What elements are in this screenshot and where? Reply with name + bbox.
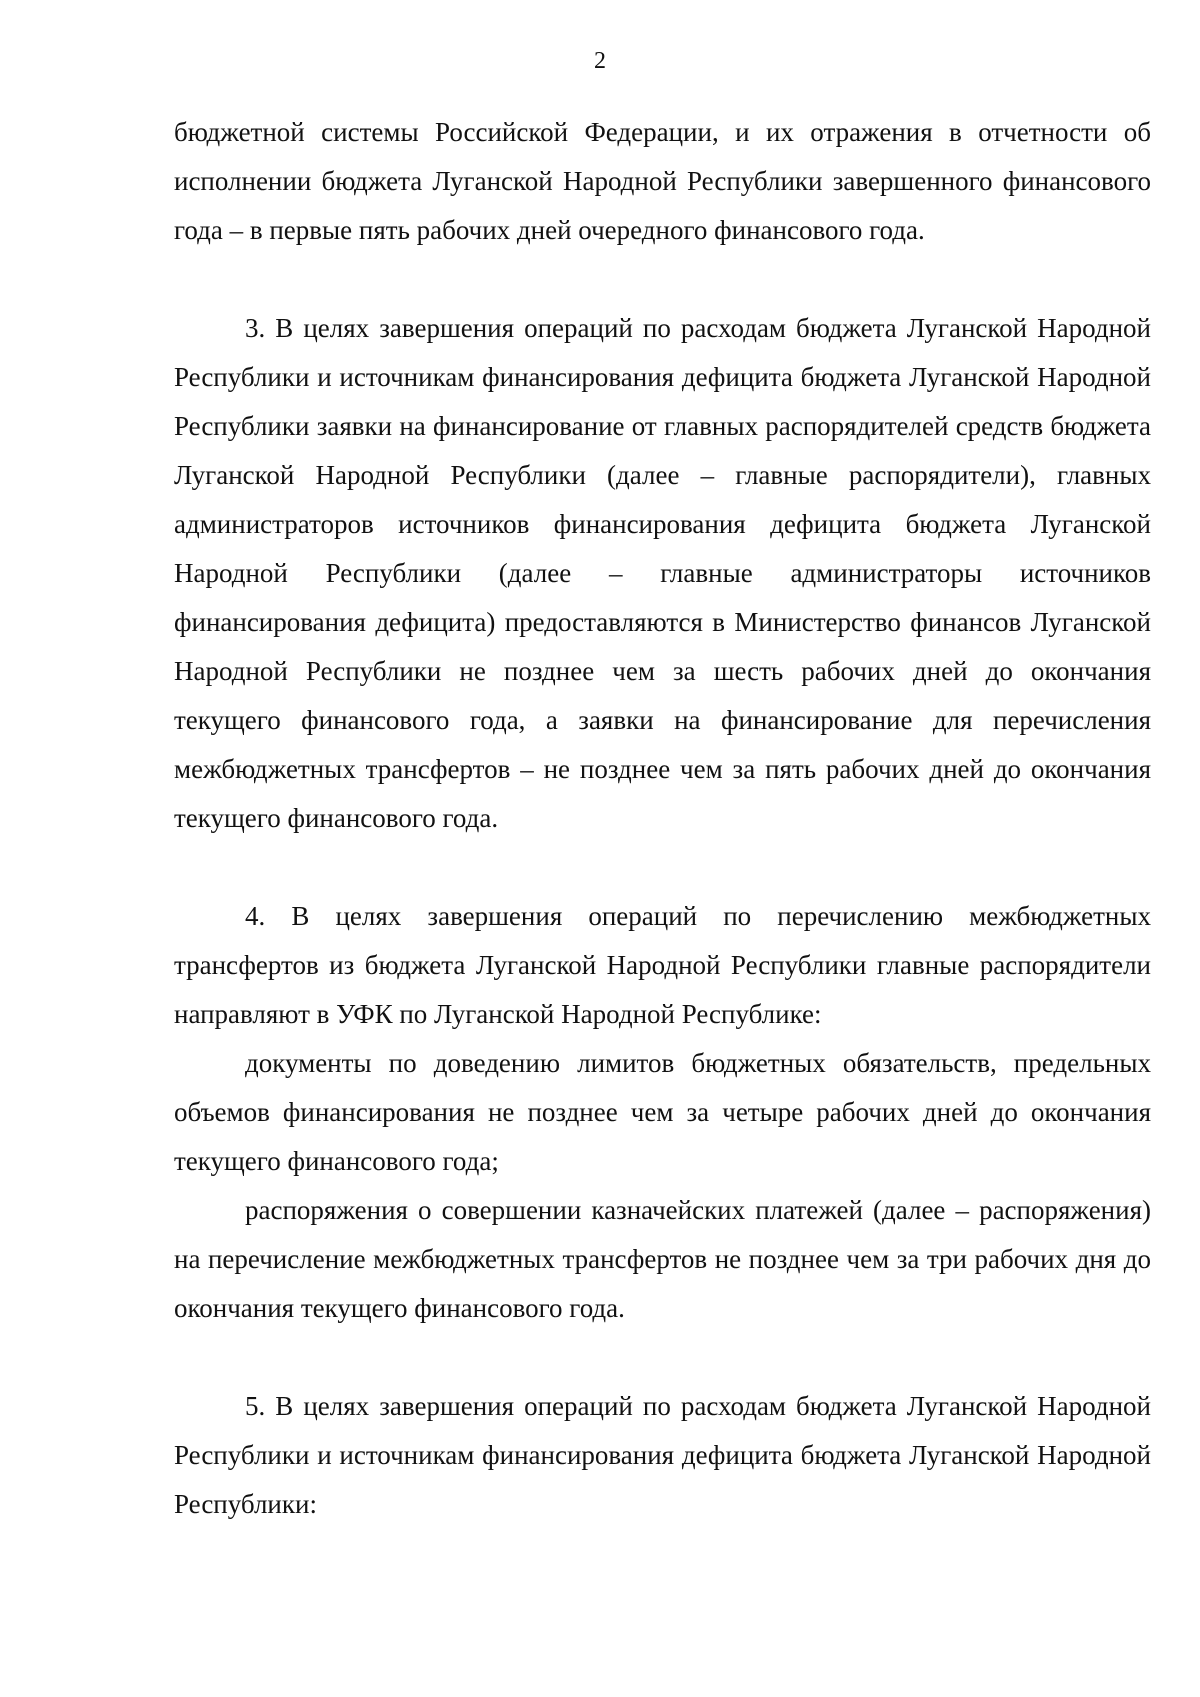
page-number: 2: [594, 48, 606, 74]
paragraph-item-4-orders: распоряжения о совершении казначейских платежей (далее – распоряжения) на перечисление межбюджетных трансфертов не позднее чем за три рабочих дня до окончания текущего финансового года.: [174, 1195, 1151, 1323]
paragraph-gap: [174, 843, 1151, 892]
document-body: [174, 108, 1151, 1529]
paragraph-item-4: 4. В целях завершения операций по перечислению межбюджетных трансфертов из бюджета Луганской Народной Республики главные распорядители направляют в УФК по Луганской Народной Республике:: [174, 901, 1151, 1029]
paragraph-item-4-documents: документы по доведению лимитов бюджетных обязательств, предельных объемов финансирования не позднее чем за четыре рабочих дней до окончания текущего финансового года;: [174, 1048, 1151, 1176]
paragraph-item-5: 5. В целях завершения операций по расходам бюджета Луганской Народной Республики и источникам финансирования дефицита бюджета Луганской Народной Республики:: [174, 1391, 1151, 1519]
paragraph-gap: [174, 1333, 1151, 1382]
paragraph-gap: [174, 255, 1151, 304]
paragraph-continuation: бюджетной системы Российской Федерации, и их отражения в отчетности об исполнении бюджета Луганской Народной Республики завершенного финансового года – в первые пять рабочих дней очередного финансового года.: [174, 117, 1151, 245]
paragraph-item-3: 3. В целях завершения операций по расходам бюджета Луганской Народной Республики и источникам финансирования дефицита бюджета Луганской Народной Республики заявки на финансирование от главных распорядителей средств бюджета Луганской Народной Республики (далее – главные распорядители), главных администраторов источников финансирования дефицита бюджета Луганской Народной Республики (далее – главные администраторы источников финансирования дефицита) предоставляются в Министерство финансов Луганской Народной Республики не позднее чем за шесть рабочих дней до окончания текущего финансового года, а заявки на финансирование для перечисления межбюджетных трансфертов – не позднее чем за пять рабочих дней до окончания текущего финансового года.: [174, 313, 1151, 833]
